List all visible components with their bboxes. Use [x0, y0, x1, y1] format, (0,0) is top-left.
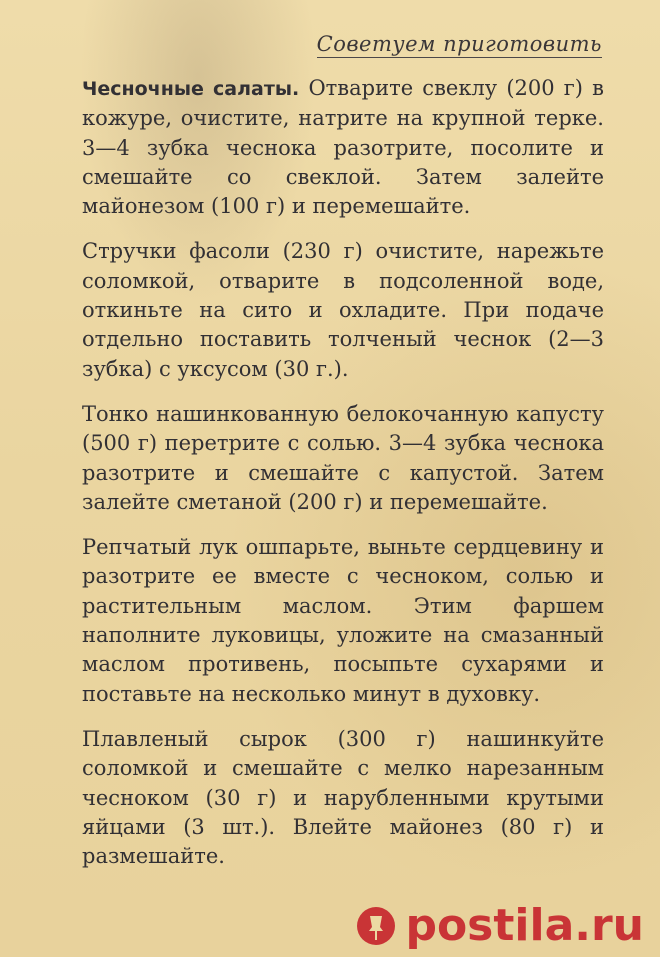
watermark: [355, 900, 644, 951]
recipe-text-block: [82, 74, 604, 887]
recipe-paragraph-2: Стручки фасоли (230 г) очистите, нарежьте соломкой, отварите в подсоленной воде, откиньте на сито и охладите. При подаче отдельно поставить толченый чеснок (2—3 зубка) с уксусом (30 г.).: [82, 239, 604, 381]
section-heading: Чесночные салаты.: [82, 78, 300, 100]
recipe-paragraph-1: [82, 74, 604, 221]
watermark-text: postila.ru: [405, 900, 644, 951]
recipe-paragraph-3: Тонко нашинкованную белокочанную капусту (500 г) перетрите с солью. 3—4 зубка чеснока разотрите и смешайте с капустой. Затем залейте сметаной (200 г) и перемешайте.: [82, 401, 604, 514]
recipe-paragraph-5: Плавленый сырок (300 г) нашинкуйте соломкой и смешайте с мелко нарезанным чесноком (30 г) и нарубленными крутыми яйцами (3 шт.). Влейте майонез (80 г) и размешайте.: [82, 726, 604, 869]
running-title: Советуем приготовить: [316, 32, 602, 56]
recipe-paragraph-1-text: Отварите свеклу (200 г) в кожуре, очистите, натрите на крупной терке. 3—4 зубка чеснока разотрите, посолите и смешайте со свеклой. Затем залейте майонезом (100 г) и перемешайте.: [82, 76, 604, 219]
pin-logo-icon: [355, 905, 397, 947]
recipe-paragraph-4: Репчатый лук ошпарьте, выньте сердцевину и разотрите ее вместе с чесноком, солью и растительным маслом. Этим фаршем наполните луковицы, уложите на смазанный маслом противень, посыпьте сухарями и поставьте на несколько минут в духовку.: [82, 535, 604, 706]
